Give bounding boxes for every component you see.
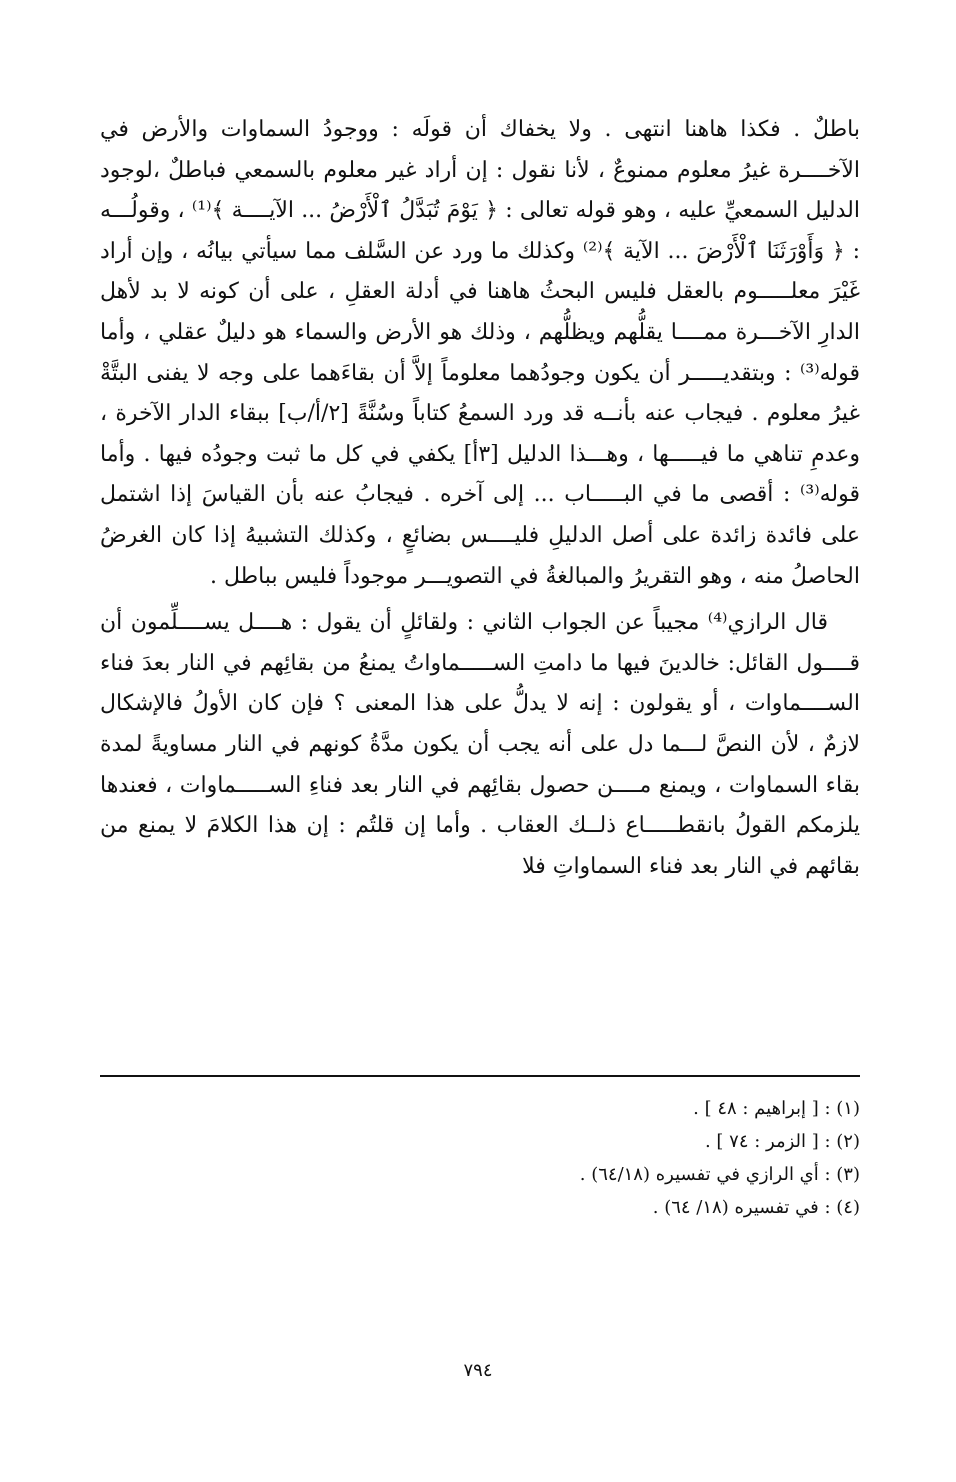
paragraph-2: قال الرازي⁽⁴⁾ مجيباً عن الجواب الثاني : ولقائلٍ أن يقول : هــــل يســــلِّمون أن قــــول القائل: خالدينَ فيها ما دامتِ الســـــماواتُ يمنعُ من بقائِهم في النار بعدَ فناء الســــماوات ، أو يقولون : إنه لا يدلُّ على هذا المعنى ؟ فإن كان الأولُ فالإشكال لازمٌ ، لأن النصَّ لـــما دل على أنه يجب أن يكون مدَّةُ كونهم في النار مساويةً لمدة بقاء السماوات ، ويمنع مــــن حصول بقائِهم في النار بعد فناءِ الســـــماوات ، فعندها يلزمكم القولُ بانقطـــــاع ذلــك العقاب . وأما إن قلتُم : إن هذا الكلامَ لا يمنع من بقائهم في النار بعد فناء السماواتِ فلا (100, 610, 860, 879)
paragraph-1: باطلٌ . فكذا هاهنا انتهى . ولا يخفاك أن قولَه : ووجودُ السماوات والأرض في الآخــــرة غيرُ معلوم ممنوعٌ ، لأنا نقول : إن أراد غير معلوم بالسمعي فباطلٌ ،لوجود الدليل السمعيِّ عليه ، وهو قوله تعالى : ﴿ يَوْمَ تُبَدَّلُ ٱلْأَرْضُ ... الآيــــة ﴾⁽¹⁾ ، وقولُـــه : ﴿ وَأَوْرَثَنَا ٱلْأَرْضَ ... الآية ﴾⁽²⁾ وكذلك ما ورد عن السَّلف مما سيأتي بيانُه ، وإن أراد غَيْرَ معلـــــوم بالعقل فليس البحثُ هاهنا في أدلة العقلِ ، على أن كونه لا بد لأهل الدارِ الآخـــرة ممــــا يقلُّهم ويظلُّهم ، وذلك هو الأرض والسماء هو دليلٌ عقلي ، وأما قوله⁽³⁾ : وبتقديـــــر أن يكون وجودُهما معلوماً إلاَّ أن بقاءَهما على وجه لا يفنى البتَّةْ غيرُ معلوم . فيجاب عنه بأنــه قد ورد السمعُ كتاباً وسُنَّةً [٢/أ/ب] ببقاء الدار الآخرة ، وعدمِ تناهي ما فيـــــها ، وهـــذا الدليل [٣أ] يكفي في كل ما ثبت وجودُه فيها . وأما قوله⁽³⁾ : أقصى ما في البـــــاب ... إلى آخره . فيجابُ عنه بأن القياسَ إذا اشتمل على فائدة زائدة على أصل الدليلِ فليــــس بضائعٍ ، وكذلك التشبيهُ إذا كان الغرضُ الحاصلُ منه ، وهو التقريرُ والمبالغةُ في التصويـــر موجوداً فليس بباطل . (100, 117, 861, 589)
page-number: ٧٩٤ (463, 1360, 493, 1381)
main-text (100, 110, 860, 887)
footnote-1: (١) : [ إبراهيم : ٤٨ ] . (693, 1098, 860, 1119)
footnotes (100, 1092, 860, 1224)
footnote-divider (100, 1075, 860, 1077)
footnote-3: (٣) : أي الرازي في تفسيره (٦٤/١٨) . (579, 1164, 860, 1185)
footnote-2: (٢) : [ الزمر : ٧٤ ] . (704, 1131, 860, 1152)
footnote-4: (٤) : في تفسيره (١٨/ ٦٤) . (652, 1197, 860, 1218)
